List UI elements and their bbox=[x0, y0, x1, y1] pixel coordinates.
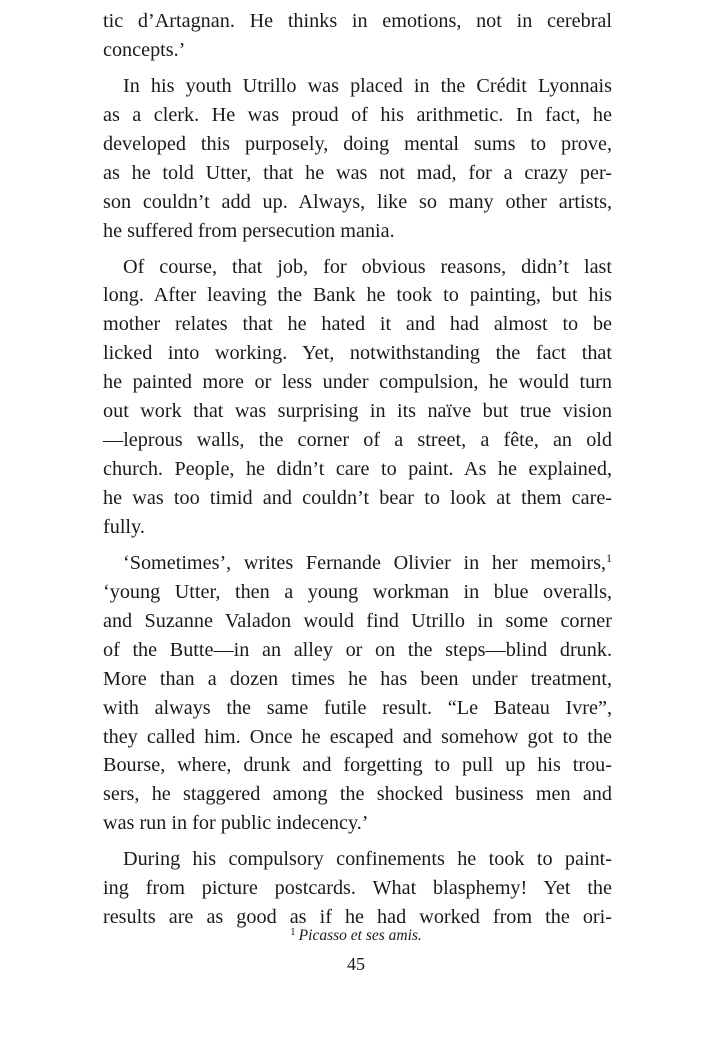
text-line bbox=[103, 484, 612, 513]
text-line-content: mother relates that he hated it and had almost to be bbox=[103, 313, 612, 336]
text-line-content: fully. bbox=[103, 515, 145, 538]
text-line-content: tic d’Artagnan. He thinks in emotions, not in cerebral bbox=[103, 10, 612, 32]
text-line bbox=[103, 694, 612, 723]
footnote-text: Picasso et ses amis. bbox=[298, 927, 422, 944]
text-line-content: as he told Utter, that he was not mad, for a crazy per- bbox=[103, 161, 612, 184]
text-line-content: sers, he staggered among the shocked business men and bbox=[103, 783, 612, 806]
text-line bbox=[103, 368, 612, 397]
text-line bbox=[103, 578, 612, 607]
text-line bbox=[103, 809, 612, 838]
text-line-content: he painted more or less under compulsion, he would turn bbox=[103, 371, 612, 394]
text-line-content: he suffered from persecution mania. bbox=[103, 219, 395, 242]
text-line bbox=[103, 7, 612, 36]
text-line bbox=[103, 101, 612, 130]
text-line-content: and Suzanne Valadon would find Utrillo in some corner bbox=[103, 609, 612, 632]
text-line-content: During his compulsory confinements he took to paint- bbox=[123, 848, 612, 871]
footnote bbox=[0, 926, 712, 946]
text-line bbox=[103, 339, 612, 368]
text-line bbox=[103, 780, 612, 809]
text-line bbox=[103, 455, 612, 484]
text-line-content: they called him. Once he escaped and somehow got to the bbox=[103, 725, 612, 748]
text-line bbox=[103, 845, 612, 874]
text-line-content: he was too timid and couldn’t bear to look at them care- bbox=[103, 487, 612, 509]
paragraph-gap bbox=[103, 246, 612, 253]
footnote-mark: 1 bbox=[290, 926, 296, 938]
text-line bbox=[103, 36, 612, 65]
text-line-content: with always the same futile result. “Le Bateau Ivre”, bbox=[103, 696, 612, 719]
text-line bbox=[103, 310, 612, 339]
text-line bbox=[103, 665, 612, 694]
text-line bbox=[103, 130, 612, 159]
text-line bbox=[103, 397, 612, 426]
page-body bbox=[103, 7, 612, 932]
text-line-content: More than a dozen times he has been under treatment, bbox=[103, 667, 612, 690]
text-line bbox=[103, 636, 612, 665]
text-line bbox=[103, 426, 612, 455]
text-line bbox=[103, 751, 612, 780]
text-line-content: Bourse, where, drunk and forgetting to pull up his trou- bbox=[103, 754, 612, 777]
text-line-content: Of course, that job, for obvious reasons, didn’t last bbox=[123, 255, 612, 278]
text-line bbox=[103, 188, 612, 217]
paragraph bbox=[103, 845, 612, 932]
paragraph-gap bbox=[103, 65, 612, 72]
paragraph-gap bbox=[103, 838, 612, 845]
paragraph bbox=[103, 72, 612, 246]
text-line-content: developed this purposely, doing mental sums to prove, bbox=[103, 132, 612, 155]
text-line bbox=[103, 607, 612, 636]
text-line-content: ‘Sometimes’, writes Fernande Olivier in her memoirs, bbox=[123, 551, 606, 574]
paragraph bbox=[103, 253, 612, 542]
paragraph bbox=[103, 549, 612, 838]
text-line bbox=[103, 72, 612, 101]
text-line-content: concepts.’ bbox=[103, 38, 186, 61]
text-line-content: was run in for public indecency.’ bbox=[103, 812, 369, 835]
text-line-content: ing from picture postcards. What blasphemy! Yet the bbox=[103, 877, 612, 900]
text-line-content: results are as good as if he had worked from the ori- bbox=[103, 906, 612, 929]
text-line bbox=[103, 281, 612, 310]
text-line bbox=[103, 217, 612, 246]
text-line bbox=[103, 549, 612, 578]
text-line-content: church. People, he didn’t care to paint. As he explained, bbox=[103, 458, 612, 481]
text-line bbox=[103, 253, 612, 282]
text-line bbox=[103, 159, 612, 188]
text-line-content: son couldn’t add up. Always, like so many other artists, bbox=[103, 190, 612, 213]
text-line bbox=[103, 874, 612, 903]
text-line bbox=[103, 513, 612, 542]
text-line-content: long. After leaving the Bank he took to painting, but his bbox=[103, 284, 612, 307]
text-line-content: licked into working. Yet, notwithstanding the fact that bbox=[103, 342, 612, 365]
text-line-content: of the Butte—in an alley or on the steps—blind drunk. bbox=[103, 638, 612, 661]
footnote-reference: 1 bbox=[606, 550, 612, 565]
text-line-content: In his youth Utrillo was placed in the Crédit Lyonnais bbox=[123, 74, 612, 97]
text-line-content: ‘young Utter, then a young workman in blue overalls, bbox=[103, 580, 612, 603]
text-line bbox=[103, 723, 612, 752]
text-line-content: as a clerk. He was proud of his arithmetic. In fact, he bbox=[103, 103, 612, 126]
text-line-content: —leprous walls, the corner of a street, a fête, an old bbox=[103, 429, 612, 452]
paragraph-gap bbox=[103, 542, 612, 549]
text-line-content: out work that was surprising in its naïve but true vision bbox=[103, 400, 612, 423]
paragraph bbox=[103, 7, 612, 65]
page-number: 45 bbox=[347, 954, 365, 974]
